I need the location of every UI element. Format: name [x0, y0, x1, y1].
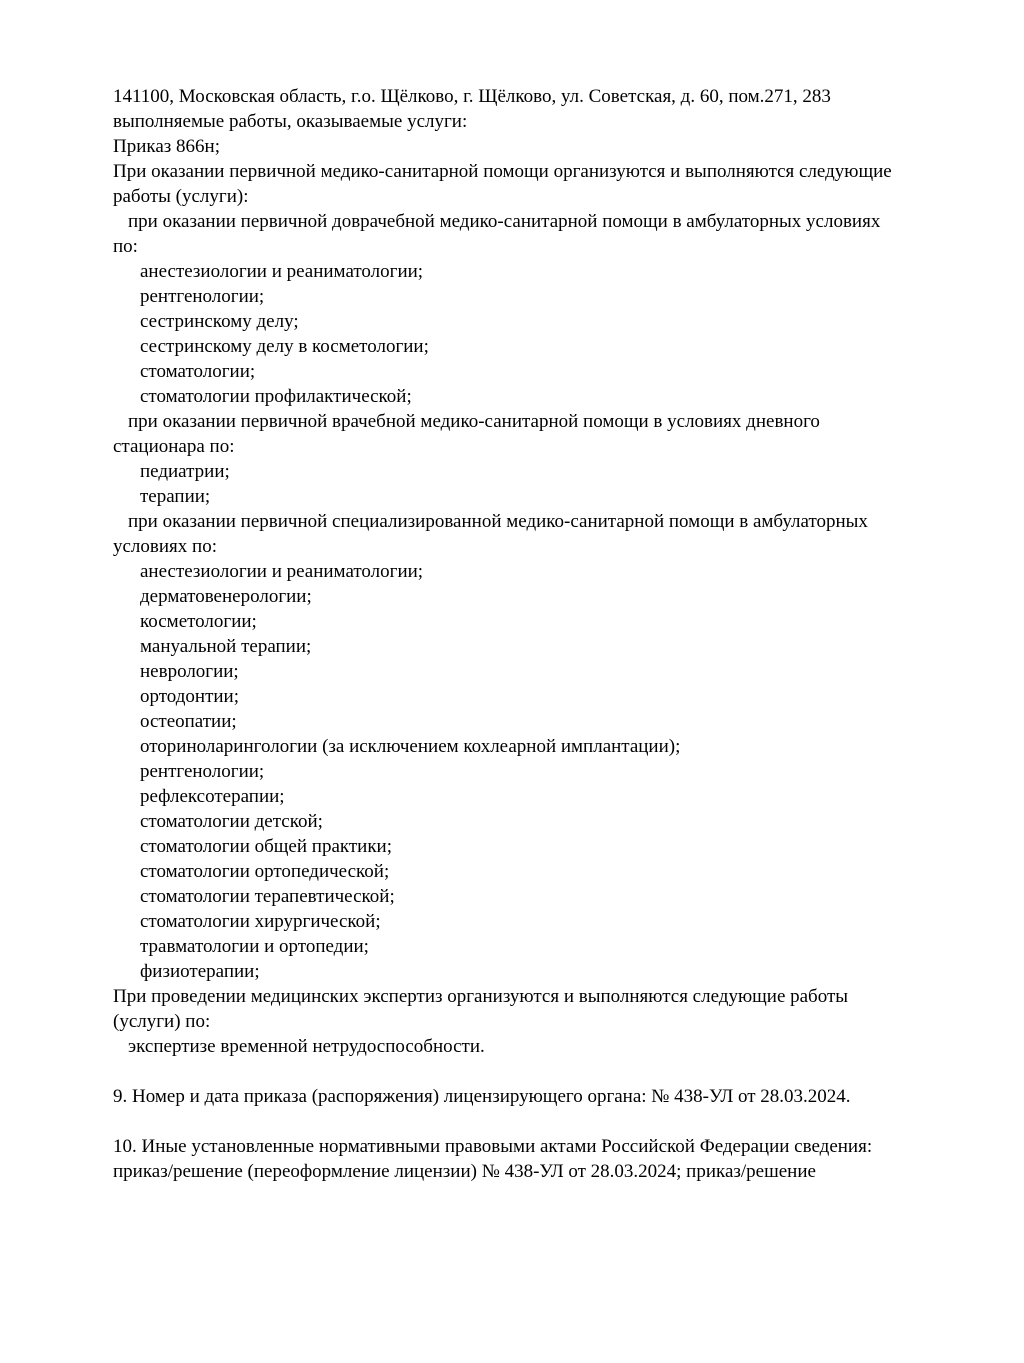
- document-line: выполняемые работы, оказываемые услуги:: [113, 111, 468, 132]
- document-line: 9. Номер и дата приказа (распоряжения) лицензирующего органа: № 438-УЛ от 28.03.2024.: [113, 1086, 851, 1107]
- document-line: стоматологии;: [140, 361, 256, 382]
- document-line: условиях по:: [113, 536, 217, 557]
- document-line: мануальной терапии;: [140, 636, 312, 657]
- document-line: При оказании первичной медико-санитарной помощи организуются и выполняются следующие: [113, 161, 892, 182]
- document-line: 10. Иные установленные нормативными правовыми актами Российской Федерации сведения:: [113, 1136, 873, 1157]
- document-line: экспертизе временной нетрудоспособности.: [128, 1036, 485, 1057]
- blank-line: [113, 1059, 945, 1084]
- document-line: приказ/решение (переоформление лицензии) № 438-УЛ от 28.03.2024; приказ/решение: [113, 1161, 816, 1182]
- blank-line: [113, 1109, 945, 1134]
- document-line: рентгенологии;: [140, 286, 265, 307]
- document-line: стоматологии общей практики;: [140, 836, 393, 857]
- document-line: При проведении медицинских экспертиз организуются и выполняются следующие работы: [113, 986, 849, 1007]
- document-line: анестезиологии и реаниматологии;: [140, 261, 424, 282]
- document-line: рентгенологии;: [140, 761, 265, 782]
- document-line: 141100, Московская область, г.о. Щёлково, г. Щёлково, ул. Советская, д. 60, пом.271, 283: [113, 86, 831, 107]
- document-line: неврологии;: [140, 661, 239, 682]
- document-line: стоматологии профилактической;: [140, 386, 412, 407]
- document-line: при оказании первичной доврачебной медико-санитарной помощи в амбулаторных условиях: [128, 211, 881, 232]
- document-text-block: [113, 84, 945, 1184]
- document-line: стоматологии детской;: [140, 811, 323, 832]
- document-line: травматологии и ортопедии;: [140, 936, 369, 957]
- document-line: (услуги) по:: [113, 1011, 211, 1032]
- document-line: сестринскому делу в косметологии;: [140, 336, 429, 357]
- document-line: Приказ 866н;: [113, 136, 220, 157]
- document-line: работы (услуги):: [113, 186, 249, 207]
- document-line: физиотерапии;: [140, 961, 260, 982]
- document-line: анестезиологии и реаниматологии;: [140, 561, 424, 582]
- document-line: по:: [113, 236, 138, 257]
- document-line: сестринскому делу;: [140, 311, 299, 332]
- document-line: косметологии;: [140, 611, 257, 632]
- document-line: при оказании первичной специализированной медико-санитарной помощи в амбулаторных: [128, 511, 868, 532]
- document-line: стоматологии хирургической;: [140, 911, 381, 932]
- document-line: педиатрии;: [140, 461, 230, 482]
- document-line: оториноларингологии (за исключением кохлеарной имплантации);: [140, 736, 681, 757]
- document-line: ортодонтии;: [140, 686, 240, 707]
- document-line: при оказании первичной врачебной медико-санитарной помощи в условиях дневного: [128, 411, 820, 432]
- document-line: рефлексотерапии;: [140, 786, 285, 807]
- document-line: стоматологии ортопедической;: [140, 861, 390, 882]
- document-line: терапии;: [140, 486, 211, 507]
- document-line: остеопатии;: [140, 711, 237, 732]
- document-line: стационара по:: [113, 436, 235, 457]
- document-line: стоматологии терапевтической;: [140, 886, 395, 907]
- document-line: дерматовенерологии;: [140, 586, 312, 607]
